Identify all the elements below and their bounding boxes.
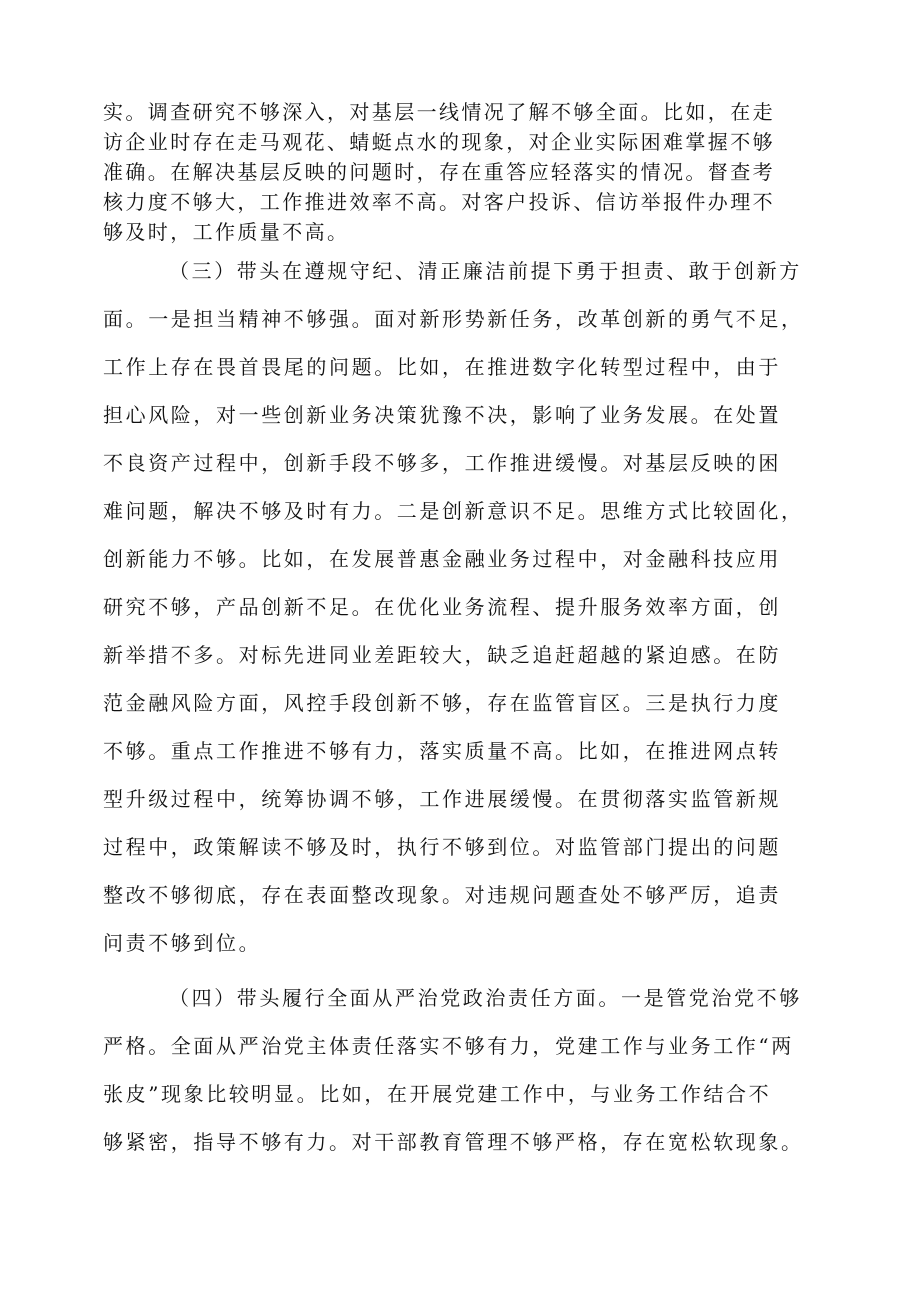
text-line: 难问题，解决不够及时有力。二是创新意识不足。思维方式比较固化， bbox=[103, 499, 804, 523]
text-line: 不良资产过程中，创新手段不够多，工作推进缓慢。对基层反映的困 bbox=[103, 451, 781, 475]
text-line: 访企业时存在走马观花、蜻蜓点水的现象，对企业实际困难掌握不够 bbox=[103, 130, 775, 154]
text-line: （四）带头履行全面从严治党政治责任方面。一是管党治党不够 bbox=[169, 986, 802, 1010]
text-line: 实。调查研究不够深入，对基层一线情况了解不够全面。比如，在走 bbox=[103, 100, 775, 124]
paragraph-section-3 bbox=[103, 247, 804, 967]
text-line: 过程中，政策解读不够及时，执行不够到位。对监管部门提出的问题 bbox=[103, 835, 781, 859]
text-line: 整改不够彻底，存在表面整改现象。对违规问题查处不够严厉，追责 bbox=[103, 883, 781, 907]
text-line: 担心风险，对一些创新业务决策犹豫不决，影响了业务发展。在处置 bbox=[103, 403, 781, 427]
paragraph-continued bbox=[103, 97, 775, 247]
text-line: 面。一是担当精神不够强。面对新形势新任务，改革创新的勇气不足， bbox=[103, 307, 804, 331]
text-line: 新举措不多。对标先进同业差距较大，缺乏追赶超越的紧迫感。在防 bbox=[103, 643, 781, 667]
text-line: 型升级过程中，统筹协调不够，工作进展缓慢。在贯彻落实监管新规 bbox=[103, 787, 781, 811]
text-line: 问责不够到位。 bbox=[103, 931, 262, 955]
paragraph-section-4 bbox=[103, 974, 804, 1166]
text-line: 核力度不够大，工作推进效率不高。对客户投诉、信访举报件办理不 bbox=[103, 190, 775, 214]
text-line: 严格。全面从严治党主体责任落实不够有力，党建工作与业务工作“两 bbox=[103, 1034, 794, 1058]
text-line: 够紧密，指导不够有力。对干部教育管理不够严格，存在宽松软现象。 bbox=[103, 1130, 804, 1154]
text-line: 范金融风险方面，风控手段创新不够，存在监管盲区。三是执行力度 bbox=[103, 691, 781, 715]
text-line: 不够。重点工作推进不够有力，落实质量不高。比如，在推进网点转 bbox=[103, 739, 781, 763]
text-line: （三）带头在遵规守纪、清正廉洁前提下勇于担责、敢于创新方 bbox=[169, 259, 802, 283]
text-line: 张皮”现象比较明显。比如，在开展党建工作中，与业务工作结合不 bbox=[103, 1082, 772, 1106]
text-line: 工作上存在畏首畏尾的问题。比如，在推进数字化转型过程中，由于 bbox=[103, 355, 781, 379]
text-line: 准确。在解决基层反映的问题时，存在重答应轻落实的情况。督查考 bbox=[103, 160, 775, 184]
text-line: 够及时，工作质量不高。 bbox=[103, 220, 350, 244]
text-line: 创新能力不够。比如，在发展普惠金融业务过程中，对金融科技应用 bbox=[103, 547, 781, 571]
text-line: 研究不够，产品创新不足。在优化业务流程、提升服务效率方面，创 bbox=[103, 595, 781, 619]
